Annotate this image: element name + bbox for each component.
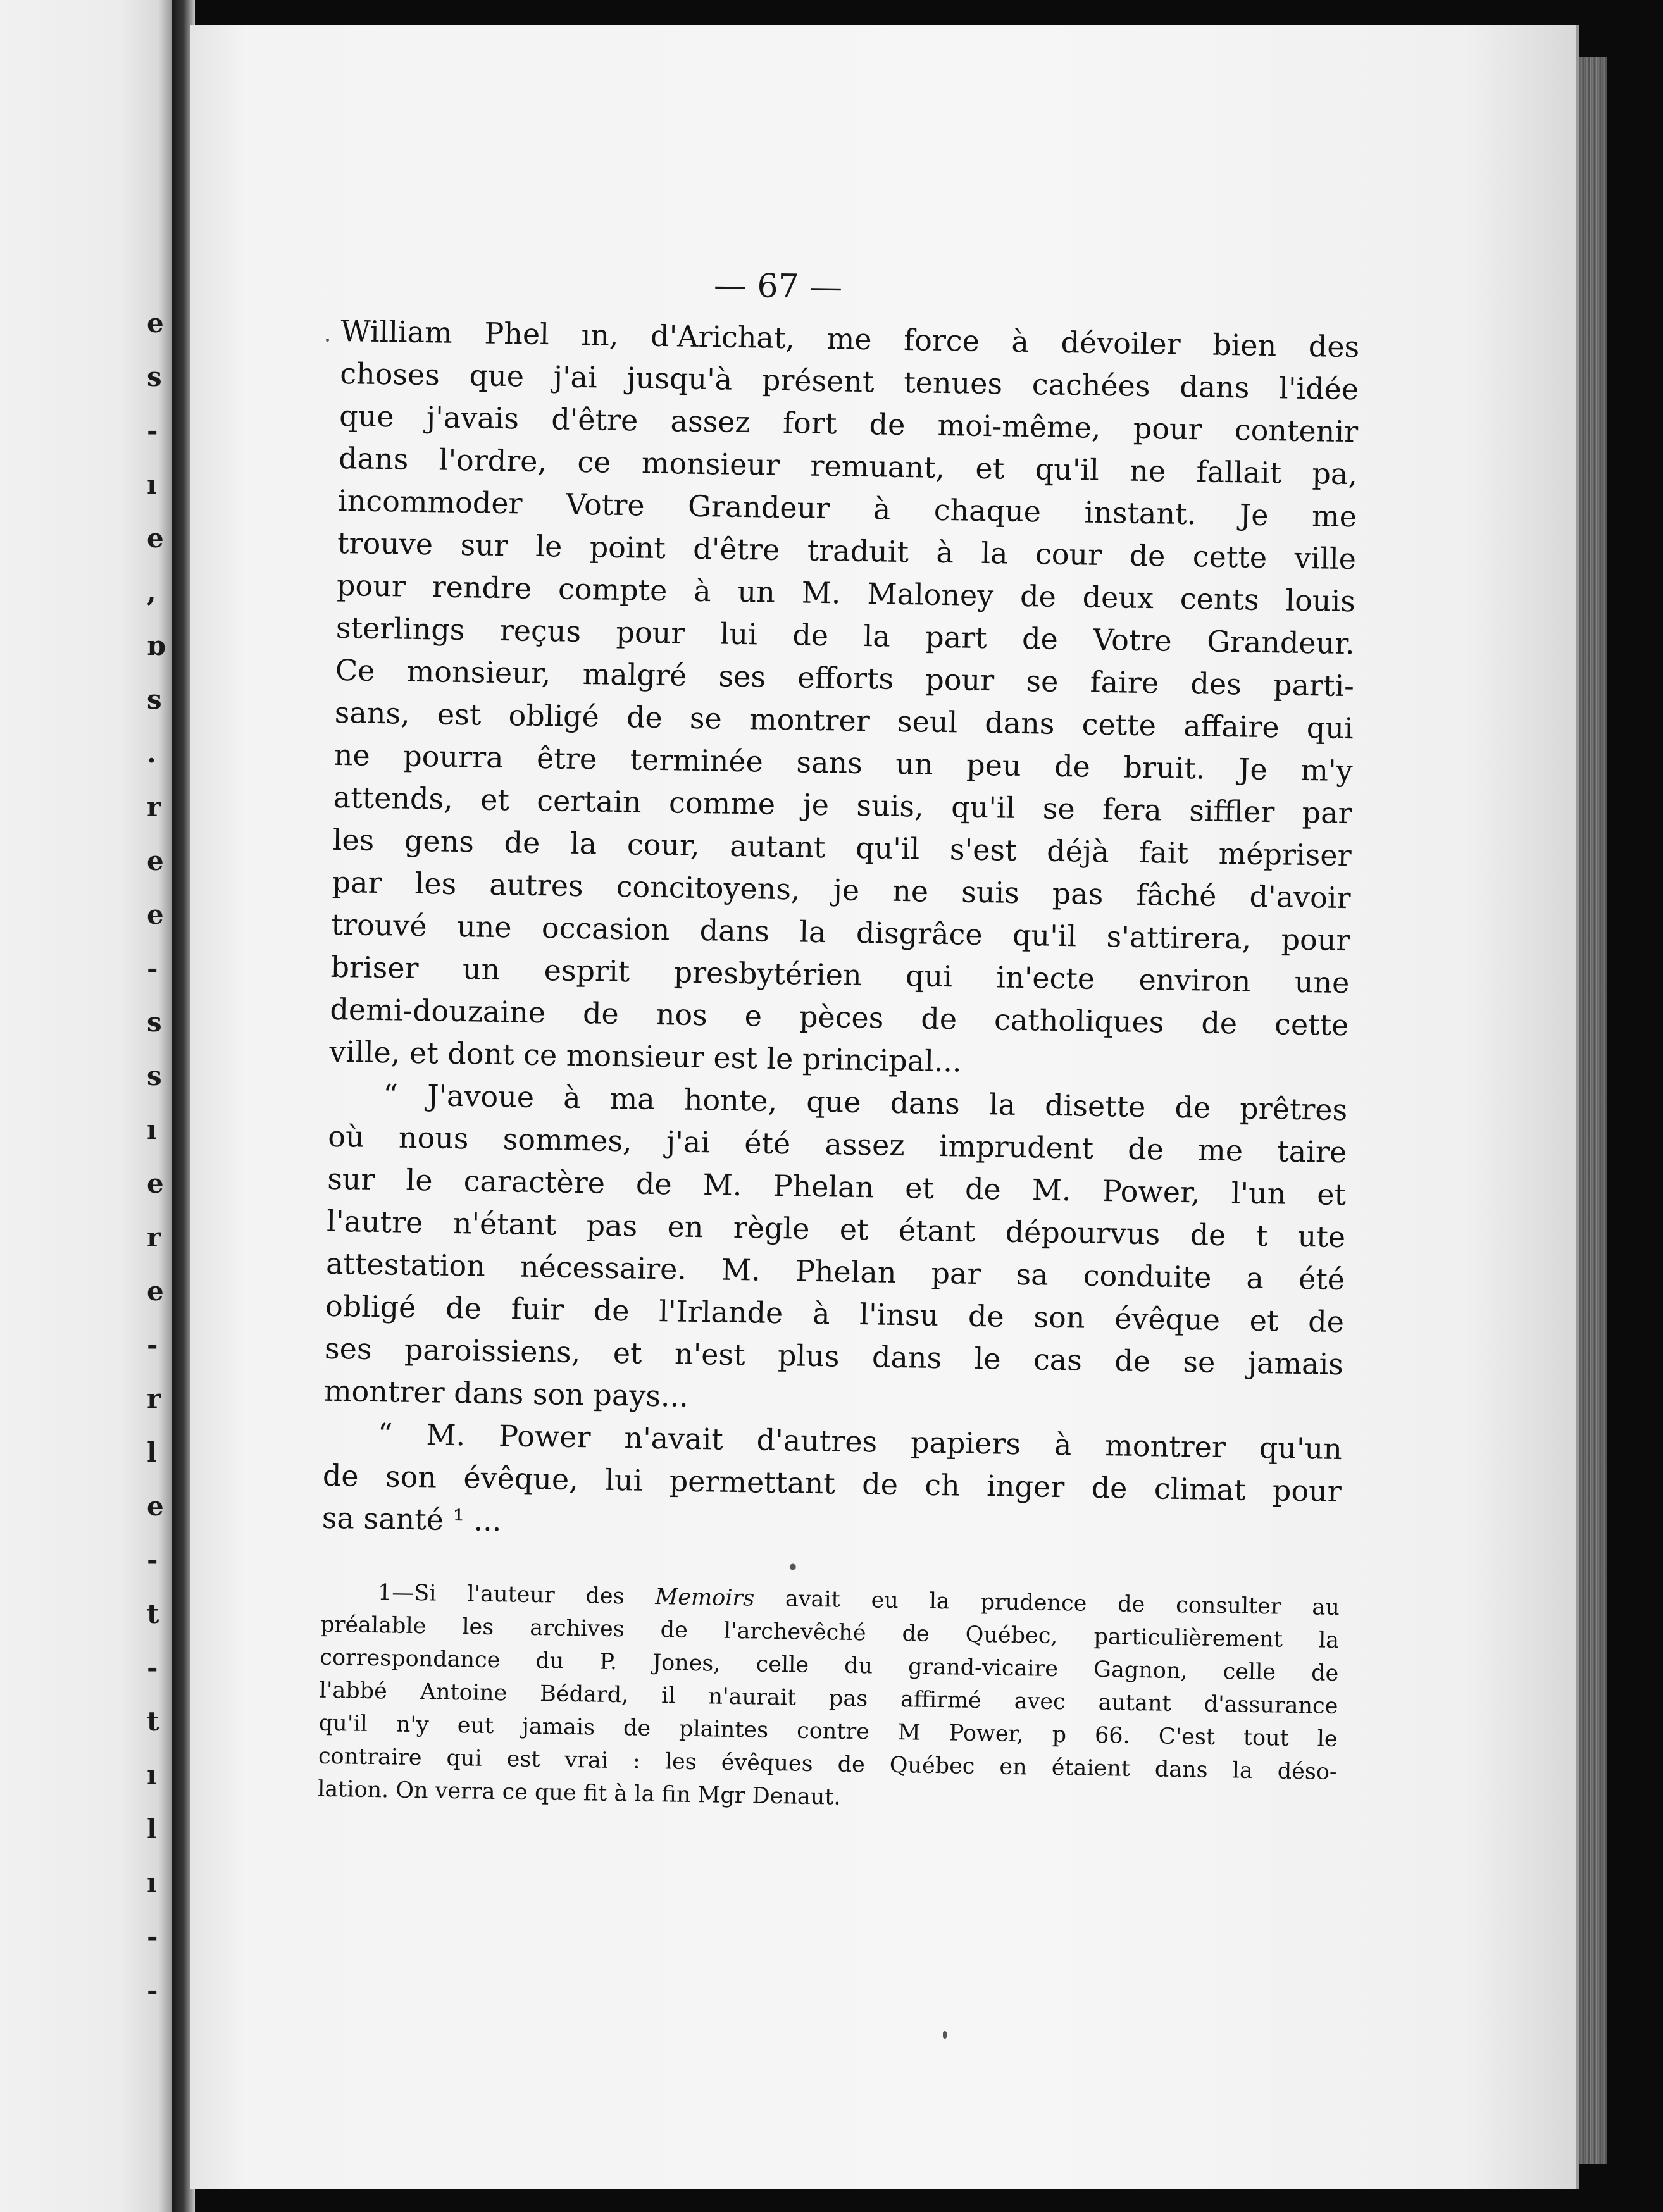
facing-page-letter: -: [147, 953, 158, 984]
facing-page-letter: r: [147, 1222, 161, 1253]
facing-page-letter: e: [147, 523, 164, 554]
book-title-italic: Memoirs: [655, 1584, 755, 1612]
facing-page-letter: s: [147, 1060, 162, 1091]
footnote-line: préalable les archives de l'archevêché de Québec, particulièrement la: [320, 1612, 1340, 1654]
facing-page-edge-letters: [0, 0, 172, 2212]
book-page: [190, 25, 1579, 2189]
text-line: ville, et dont ce monsieur est le principal...: [329, 1034, 962, 1079]
facing-page-letter: -: [147, 1329, 158, 1360]
text-line: choses que j'ai jusqu'à présent tenues cachées dans l'idée: [339, 356, 1359, 407]
facing-page-strip: [0, 0, 172, 2212]
facing-page-letter: -: [147, 1975, 158, 2006]
text-line: attends, et certain comme je suis, qu'il se fera siffler par: [333, 780, 1353, 831]
text-line: trouve sur le point d'être traduit à la cour de cette ville: [337, 525, 1357, 576]
text-line: “ M. Power n'avait d'autres papiers à montrer qu'un: [377, 1417, 1343, 1467]
text-line: l'autre n'étant pas en règle et étant dépourvus de t ute: [326, 1203, 1346, 1255]
facing-page-letter: r: [147, 792, 161, 823]
facing-page-letter: .: [147, 738, 156, 769]
text-line: sterlings reçus pour lui de la part de Votre Grandeur.: [335, 610, 1355, 661]
page-text-block: [317, 266, 1361, 1810]
facing-page-letter: ı: [147, 1867, 157, 1898]
text-line: pour rendre compte à un M. Maloney de deux cents louis: [336, 568, 1356, 619]
text-line: sur le caractère de M. Phelan et de M. Power, l'un et: [327, 1161, 1347, 1212]
footnote-line: qu'il n'y eut jamais de plaintes contre M Power, p 66. C'est tout le: [318, 1710, 1338, 1753]
facing-page-letter: -: [147, 415, 158, 446]
text-line: où nous sommes, j'ai été assez imprudent de me taire: [327, 1119, 1347, 1170]
facing-page-letter: e: [147, 899, 164, 930]
facing-page-letter: e: [147, 308, 164, 339]
page-number: — 67 —: [713, 266, 843, 307]
body-text: [321, 310, 1359, 1555]
facing-page-letter: -: [147, 1921, 158, 1952]
facing-page-letter: s: [147, 361, 162, 392]
facing-page-letter: e: [147, 1276, 164, 1307]
footnotes: [318, 1575, 1340, 1822]
print-speck: [326, 339, 329, 342]
footnote-line: lation. On verra ce que fit à la fin Mgr Denaut.: [317, 1776, 841, 1810]
text-line: demi-douzaine de nos e pèces de catholiques de cette: [330, 991, 1349, 1043]
footnote-separator-mark: [790, 1563, 796, 1570]
facing-page-letter: -: [147, 1544, 158, 1575]
text-line: William Phel ın, d'Arichat, me force à dévoiler bien des: [340, 313, 1360, 364]
footnote-line: 1—Si l'auteur des Memoirs avait eu la prudence de consulter au: [377, 1580, 1340, 1621]
facing-page-letter: r: [147, 1383, 161, 1414]
facing-page-letter: ı: [147, 1760, 157, 1791]
facing-page-letter: t: [147, 1598, 159, 1629]
text-line: ne pourra être terminée sans un peu de bruit. Je m'y: [333, 737, 1354, 788]
facing-page-letter: s: [147, 684, 162, 715]
facing-page-letter: -: [147, 1652, 158, 1683]
footnote-line: l'abbé Antoine Bédard, il n'aurait pas affirmé avec autant d'assurance: [319, 1677, 1338, 1720]
text-line: de son évêque, lui permettant de ch inger de climat pour: [322, 1458, 1342, 1509]
text-line: obligé de fuir de l'Irlande à l'insu de son évêque et de: [325, 1288, 1345, 1339]
text-line: sans, est obligé de se montrer seul dans cette affaire qui: [334, 695, 1354, 746]
facing-page-letter: e: [147, 1168, 164, 1199]
text-line: sa santé ¹ ...: [321, 1500, 502, 1538]
facing-page-letter: ı: [147, 469, 157, 500]
text-line: ses paroissiens, et n'est plus dans le cas de se jamais: [324, 1331, 1344, 1382]
facing-page-letter: t: [147, 1706, 159, 1737]
facing-page-letter: e: [147, 1491, 164, 1522]
text-line: incommoder Votre Grandeur à chaque instant. Je me: [337, 483, 1357, 534]
text-line: briser un esprit presbytérien qui in'ecte environ une: [330, 949, 1350, 1000]
facing-page-letter: ,: [147, 576, 156, 607]
text-line: par les autres concitoyens, je ne suis pas fâché d'avoir: [332, 864, 1351, 916]
facing-page-letter: l: [147, 1813, 157, 1844]
print-speck: [943, 2031, 947, 2039]
facing-page-letter: e: [147, 845, 164, 876]
facing-page-letter: l: [147, 1437, 157, 1468]
text-line: Ce monsieur, malgré ses efforts pour se faire des parti-: [335, 652, 1355, 704]
facing-page-letter: ı: [147, 1114, 157, 1145]
text-line: trouvé une occasion dans la disgrâce qu'il s'attirera, pour: [331, 907, 1350, 958]
text-line: les gens de la cour, autant qu'il s'est déjà fait mépriser: [332, 822, 1352, 873]
text-line: “ J'avoue à ma honte, que dans la disette de prêtres: [383, 1078, 1348, 1128]
text-line: attestation nécessaire. M. Phelan par sa conduite a été: [325, 1246, 1345, 1297]
text-line: montrer dans son pays...: [323, 1373, 689, 1414]
footnote-line: correspondance du P. Jones, celle du grand-vicaire Gagnon, celle de: [320, 1644, 1339, 1687]
facing-page-letter: ɒ: [147, 630, 166, 661]
text-line: dans l'ordre, ce monsieur remuant, et qu'il ne fallait pa,: [338, 440, 1358, 492]
footnote-line: contraire qui est vrai : les évêques de Québec en étaient dans la déso-: [318, 1743, 1338, 1785]
facing-page-letter: s: [147, 1007, 162, 1038]
text-line: que j'avais d'être assez fort de moi-même, pour contenir: [339, 398, 1359, 449]
